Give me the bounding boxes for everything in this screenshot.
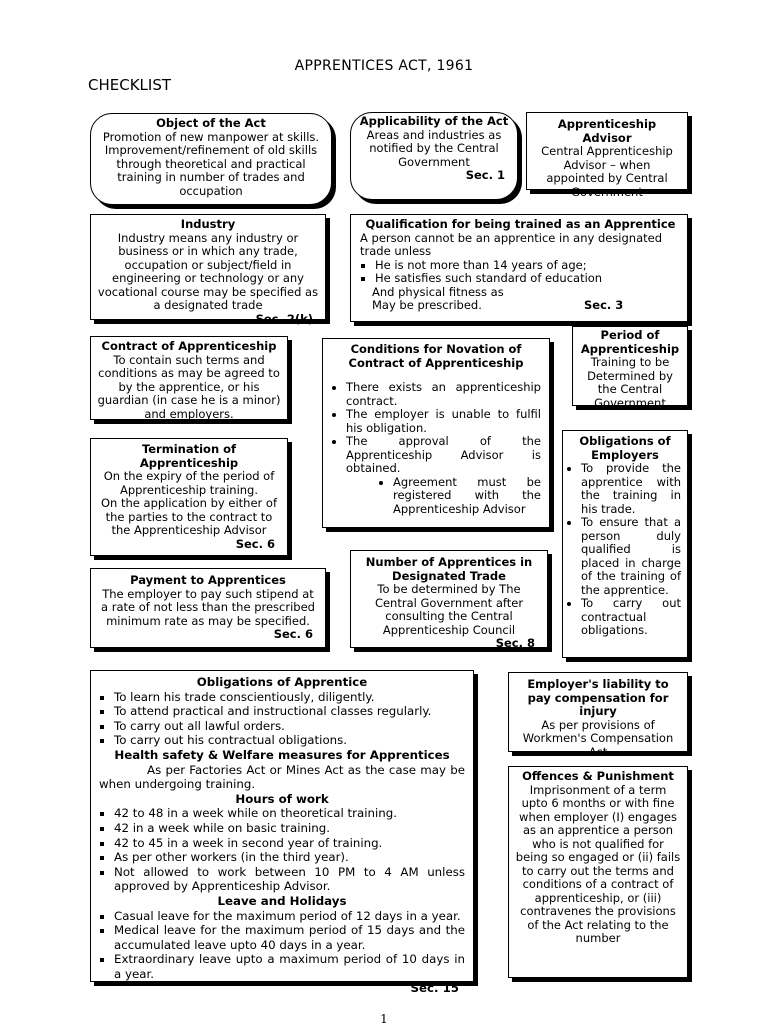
advisor-box: [526, 112, 688, 199]
leave-item: ▪ Extraordinary leave upto a maximum period of 10 days in a year.: [114, 952, 465, 981]
novation-item: • The employer is unable to fulfil his obligation.: [346, 408, 541, 435]
hours-item: ▪ 42 in a week while on basic training.: [114, 821, 465, 836]
employers-obligations-box: [562, 430, 688, 658]
termination-box: [90, 438, 288, 556]
apprentice-obligations-heading: Obligations of Apprentice: [196, 675, 368, 689]
employers-obligations-heading: Obligations of Employers: [579, 434, 671, 462]
applicability-heading: Applicability of the Act: [359, 114, 509, 128]
offences-box: [508, 766, 688, 978]
qualification-item: ▪ He satisfies such standard of education: [375, 272, 681, 286]
hours-item: ▪ 42 to 45 in a week in second year of training.: [114, 836, 465, 851]
leave-item: ▪ Medical leave for the maximum period of 15 days and the accumulated leave upto 40 days in a year.: [114, 923, 465, 952]
hours-heading: Hours of work: [235, 791, 329, 806]
termination-heading: Termination of Apprenticeship: [139, 442, 239, 470]
period-box: [572, 326, 688, 410]
apprentice-obligations-sec: Sec. 15: [410, 981, 459, 996]
object-body: Promotion of new manpower at skills. Improvement/refinement of old skills through theoretical and practical training in number of trades and occupation: [102, 129, 320, 198]
number-sec: Sec. 8: [495, 636, 535, 650]
advisor-body: Central Apprenticeship Advisor – when appointed by Central Government: [541, 144, 673, 199]
hours-item: ▪ 42 to 48 in a week while on theoretical training.: [114, 806, 465, 821]
qualification-heading: Qualification for being trained as an Apprentice: [365, 217, 676, 231]
hours-item: ▪ Not allowed to work between 10 PM to 4 AM unless approved by Apprenticeship Advisor.: [114, 865, 465, 894]
apprentice-obligations-list: [99, 690, 465, 748]
novation-list: [331, 381, 541, 476]
applicability-sec: Sec. 1: [465, 168, 505, 182]
qualification-box: [350, 214, 688, 322]
liability-body: As per provisions of Workmen's Compensation Act: [522, 717, 674, 759]
contract-body: To contain such terms and conditions as may be agreed to by the apprentice, or his guardian (in case he is a minor) and employers.: [97, 352, 281, 421]
payment-box: [90, 568, 326, 648]
page-number: 1: [380, 1012, 388, 1026]
contract-heading: Contract of Apprenticeship: [101, 339, 277, 353]
leave-list: [99, 909, 465, 982]
health-body: As per Factories Act or Mines Act as the case may be when undergoing training.: [99, 762, 465, 792]
novation-sublist: [331, 476, 541, 517]
industry-heading: Industry: [180, 217, 236, 231]
payment-heading: Payment to Apprentices: [130, 573, 286, 587]
qualification-tail: And physical fitness as: [372, 284, 504, 299]
period-body: Training to be Determined by the Central Government: [587, 355, 673, 410]
qualification-item: ▪ He is not more than 14 years of age;: [375, 259, 681, 273]
industry-box: [90, 214, 326, 326]
period-heading: Period of Apprenticeship: [580, 328, 680, 356]
liability-heading: Employer's liability to pay compensation for injury: [527, 677, 669, 718]
number-heading: Number of Apprentices in Designated Trade: [365, 555, 533, 583]
apprentice-obligation-item: ▪ To carry out his contractual obligations.: [114, 733, 465, 748]
novation-subitem: • Agreement must be registered with the Apprenticeship Advisor: [393, 476, 541, 517]
object-heading: Object of the Act: [156, 116, 266, 130]
offences-body: Imprisonment of a term upto 6 months or with fine when employer (I) engages as an apprentice a person who is not qualified for being so engaged or (ii) fails to carry out the terms and conditions of a contract of apprenticeship, or (iii) contravenes the provisions of the Act relating to the number: [515, 782, 681, 945]
payment-body: The employer to pay such stipend at a rate of not less than the prescribed minimum rate as may be specified.: [101, 586, 315, 628]
termination-body-1: On the expiry of the period of Apprenticeship training.: [103, 469, 275, 497]
qualification-tail-row: [360, 299, 681, 313]
novation-item: • The approval of the Apprenticeship Advisor is obtained.: [346, 435, 541, 476]
hours-item: ▪ As per other workers (in the third year).: [114, 850, 465, 865]
apprentice-obligation-item: ▪ To learn his trade conscientiously, diligently.: [114, 690, 465, 705]
apprentice-obligation-item: ▪ To attend practical and instructional classes regularly.: [114, 704, 465, 719]
checklist-label: CHECKLIST: [88, 76, 172, 94]
qualification-list: [360, 259, 681, 286]
employers-obligation-item: • To carry out contractual obligations.: [581, 597, 681, 638]
apprentice-obligations-box: [90, 670, 474, 996]
applicability-box: [350, 112, 518, 200]
novation-box: [322, 338, 550, 528]
payment-sec: Sec. 6: [273, 627, 313, 641]
qualification-intro: A person cannot be an apprentice in any designated trade unless: [360, 230, 663, 258]
object-box: [90, 113, 332, 205]
liability-box: [508, 672, 688, 759]
leave-item: ▪ Casual leave for the maximum period of 12 days in a year.: [114, 909, 465, 924]
industry-sec: Sec. 2(k): [255, 311, 313, 326]
novation-heading: Conditions for Novation of Contract of Apprenticeship: [348, 342, 524, 370]
employers-obligation-item: • To ensure that a person duly qualified is placed in charge of the training of the apprentice.: [581, 516, 681, 597]
applicability-body: Areas and industries as notified by the Central Government: [366, 127, 502, 169]
number-box: [350, 550, 548, 648]
leave-heading: Leave and Holidays: [217, 893, 347, 908]
contract-box: [90, 336, 288, 420]
health-heading: Health safety & Welfare measures for Apprentices: [114, 747, 450, 762]
advisor-heading: Apprenticeship Advisor: [557, 117, 657, 145]
qualification-sec: Sec. 3: [584, 298, 624, 312]
termination-sec: Sec. 6: [235, 536, 275, 551]
termination-body-2: On the application by either of the parties to the contract to the Apprenticeship Advisor: [101, 496, 277, 537]
novation-item: • There exists an apprenticeship contract.: [346, 381, 541, 408]
employers-obligation-item: • To provide the apprentice with the training in his trade.: [581, 462, 681, 516]
qualification-tail2: May be prescribed.: [372, 298, 482, 312]
document-title: APPRENTICES ACT, 1961: [294, 58, 474, 74]
apprentice-obligation-item: ▪ To carry out all lawful orders.: [114, 719, 465, 734]
offences-heading: Offences & Punishment: [522, 769, 674, 783]
hours-list: [99, 806, 465, 894]
employers-obligations-list: [569, 462, 681, 638]
number-body: To be determined by The Central Government after consulting the Central Apprenticeship Council: [374, 582, 524, 637]
industry-body: Industry means any industry or business or in which any trade, occupation or subject/field in engineering or technology or any vocational course may be specified as a designated trade: [97, 230, 319, 312]
